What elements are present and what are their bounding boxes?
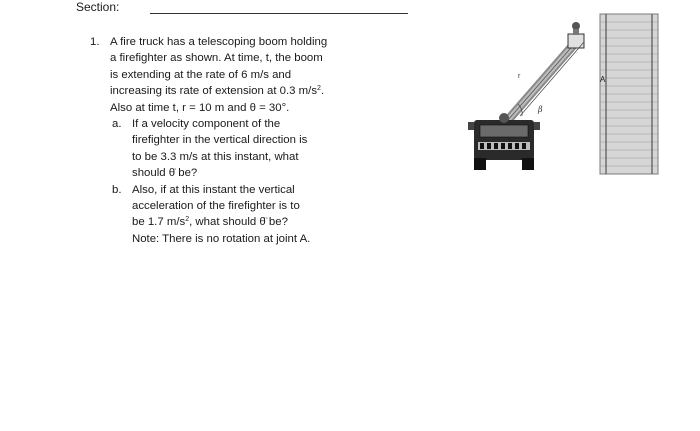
theta-ddot-symbol: θ̈ [259, 216, 266, 229]
stem-line-4 [110, 83, 375, 99]
part-b-line-3 [132, 214, 375, 230]
label-a: A [600, 75, 606, 84]
part-a-letter: a. [112, 118, 122, 131]
label-r: r [518, 73, 521, 80]
part-a-line-3: to be 3.3 m/s at this instant, what [132, 150, 299, 163]
problem-stem [110, 34, 375, 116]
accel-text: increasing its rate of extension at 0.3 m/s [110, 85, 318, 98]
theta-dot-symbol: θ̇ [168, 167, 176, 180]
r-dimension-arrow [520, 42, 584, 116]
brick-wall [600, 14, 658, 174]
part-b-mid: , what should [189, 216, 260, 229]
note [132, 231, 375, 247]
part-b-letter: b. [112, 183, 122, 196]
stem-line-2: a firefighter as shown. At time, t, the boom [110, 52, 323, 65]
note-text: Note: There is no rotation at joint A. [132, 232, 311, 245]
part-a-line-4 [132, 165, 375, 181]
part-b-line-1: Also, if at this instant the vertical [132, 183, 295, 196]
section-name-input-line[interactable] [150, 13, 408, 14]
part-a-be: be? [175, 167, 198, 180]
part-a-line-2: firefighter in the vertical direction is [132, 134, 308, 147]
stem-line-5: Also at time t, r = 10 m and θ = 30°. [110, 101, 290, 114]
part-b [112, 182, 375, 231]
accel-sup: 2 [317, 85, 321, 93]
part-a [112, 116, 375, 182]
stem-line-1: A fire truck has a telescoping boom holding [110, 36, 328, 48]
part-b-prefix: be 1.7 m/s [132, 216, 186, 229]
section-header [76, 0, 119, 14]
part-a-should: should [132, 167, 169, 180]
part-b-sup: 2 [185, 216, 190, 224]
label-beta: β [538, 105, 543, 114]
part-b-be: be? [265, 216, 288, 229]
fire-truck-figure [460, 8, 660, 178]
section-label: Section: [76, 0, 120, 14]
part-a-line-1: If a velocity component of the [132, 118, 281, 131]
fire-truck [468, 113, 540, 170]
problem-1 [90, 34, 375, 247]
firefighter-bucket [568, 22, 584, 48]
problem-number: 1. [90, 36, 100, 48]
part-b-line-2: acceleration of the firefighter is to [132, 200, 300, 213]
accel-suffix: . [320, 85, 325, 98]
stem-line-3: is extending at the rate of 6 m/s and [110, 68, 292, 81]
